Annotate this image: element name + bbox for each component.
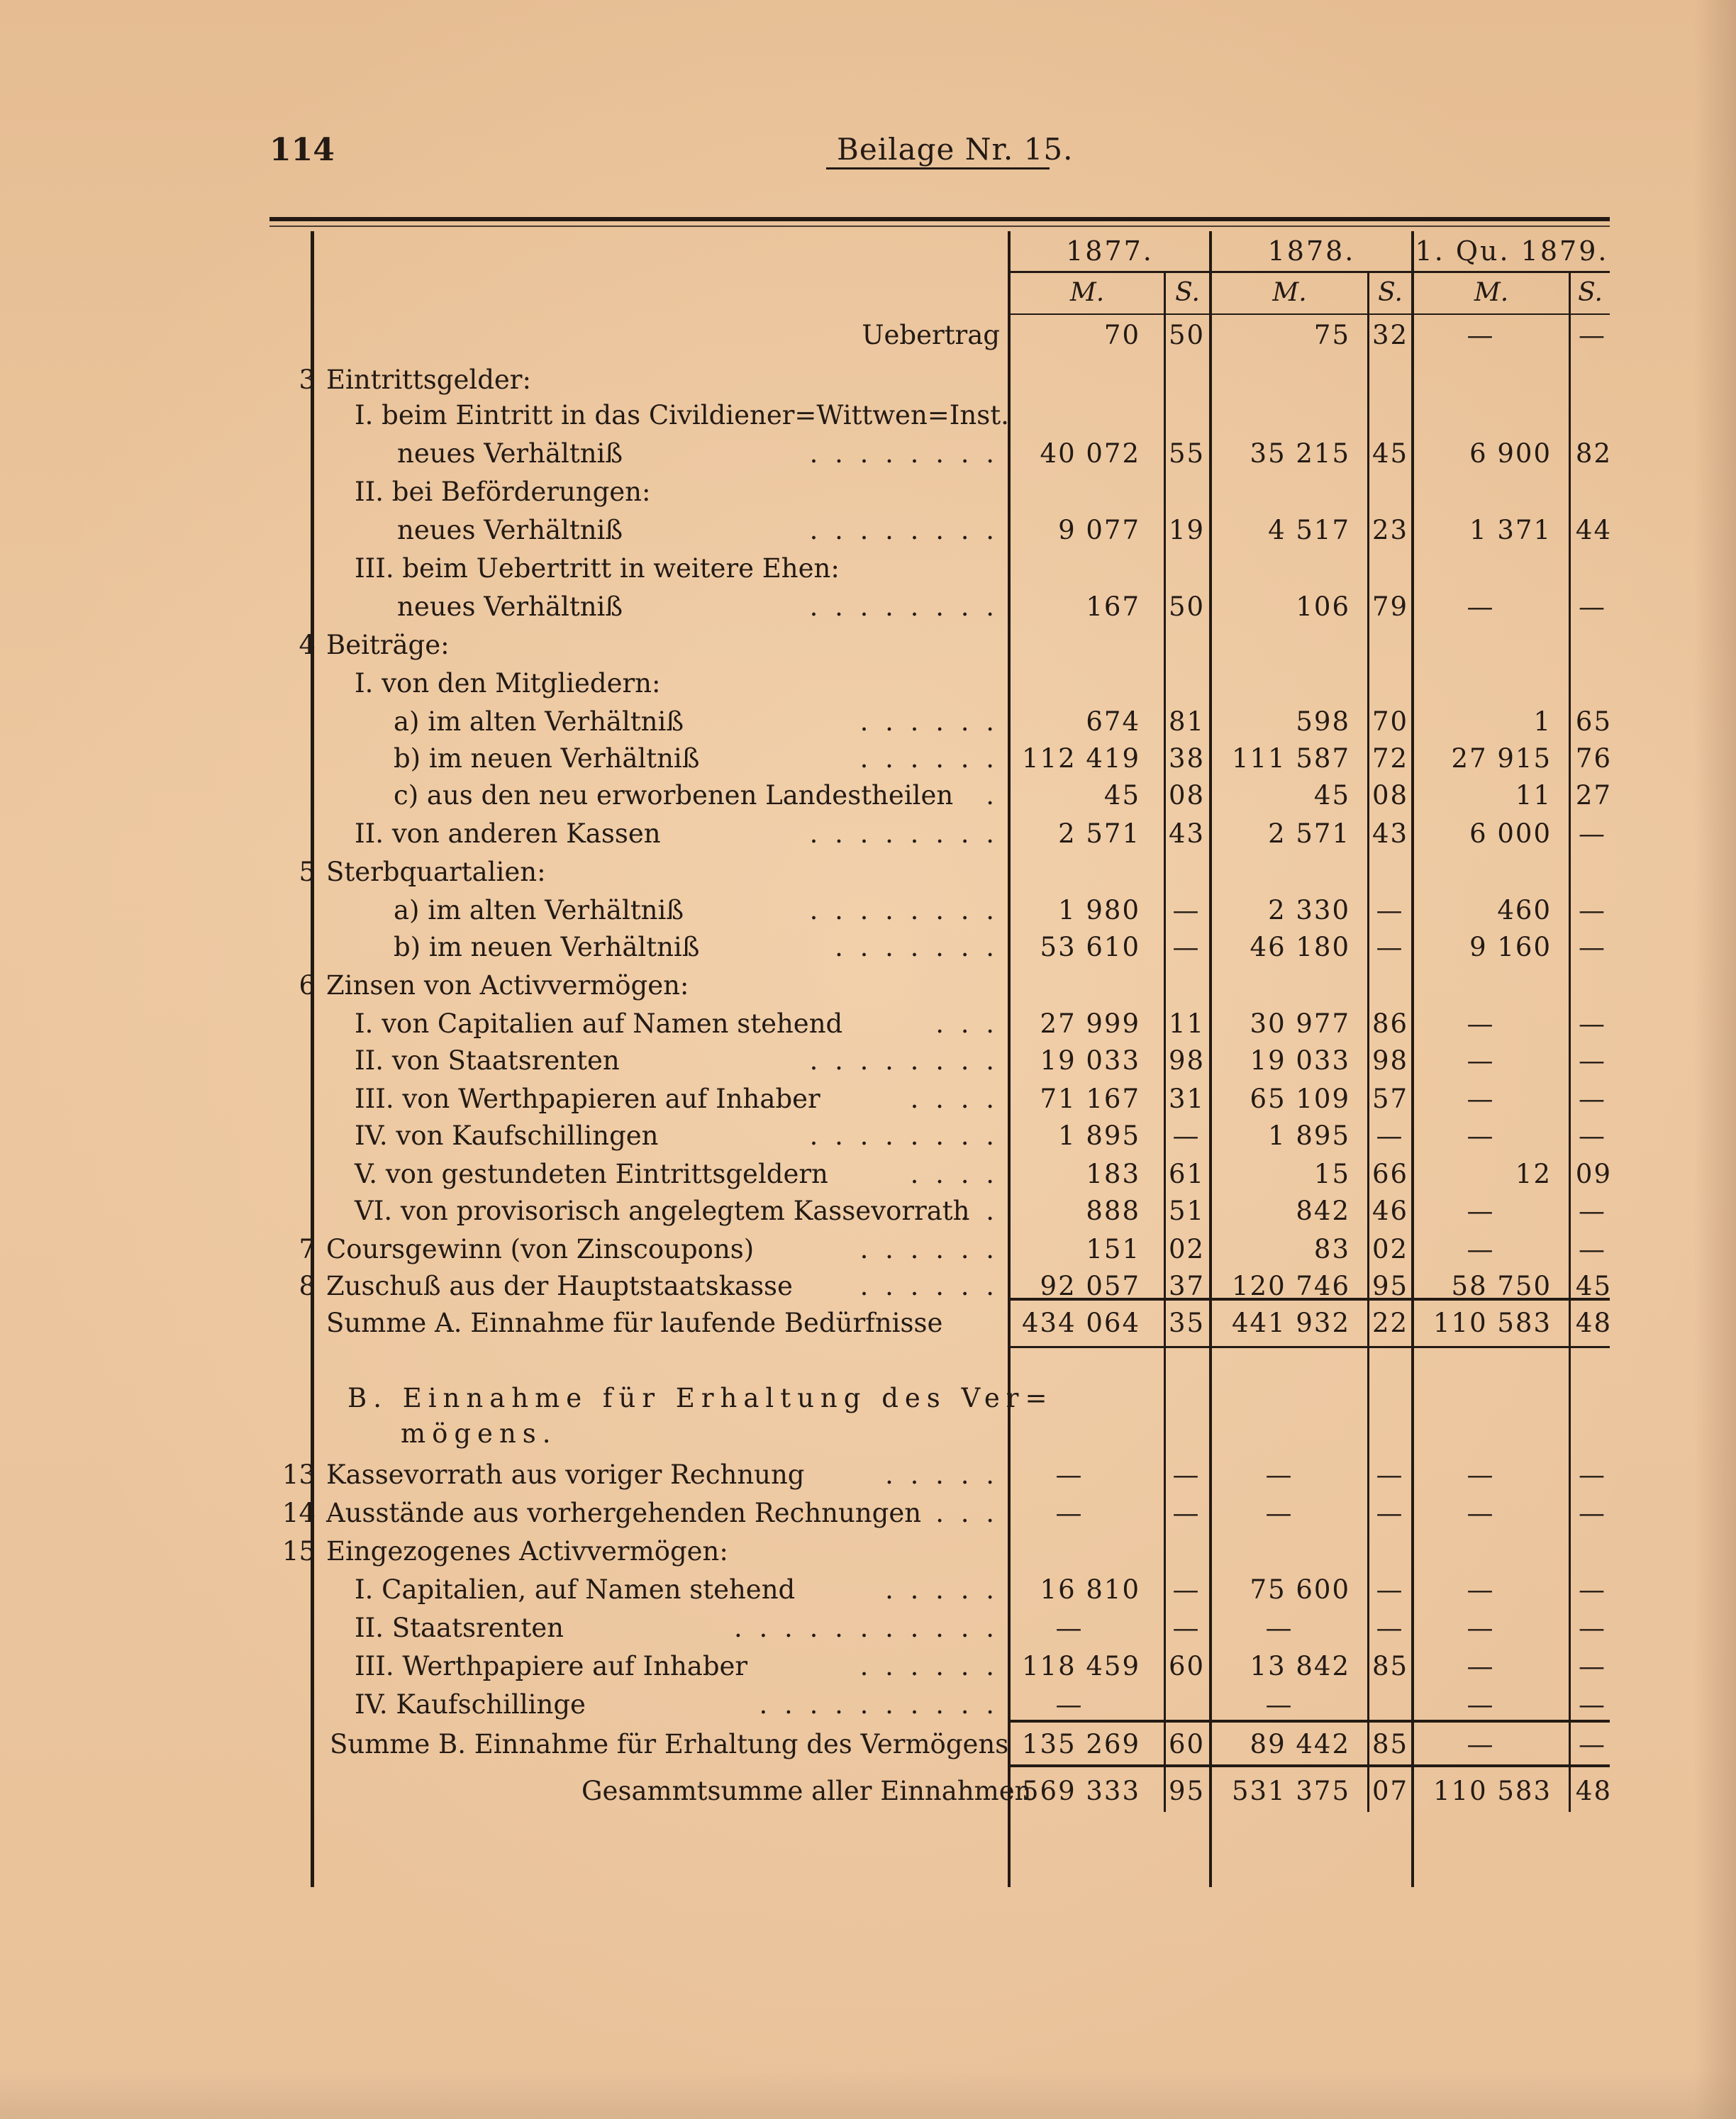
row-label: b) im neuen Verhältniß bbox=[394, 932, 700, 962]
leader-dots: . . . . . . bbox=[859, 1234, 998, 1264]
cell-mark-1878: 89 442 bbox=[1250, 1729, 1350, 1759]
table-row bbox=[0, 967, 1736, 1004]
leader-dots: . . . . . . bbox=[859, 1271, 998, 1301]
cell-mark-1878: 45 bbox=[1313, 780, 1350, 811]
cell-mark-1879: 110 583 bbox=[1432, 1308, 1552, 1338]
cell-pf-1877: 55 bbox=[1169, 438, 1206, 469]
cell-mark-1878: 15 bbox=[1313, 1159, 1350, 1189]
row-label: V. von gestundeten Eintrittsgeldern bbox=[355, 1159, 828, 1189]
cell-mark-1878: 19 033 bbox=[1250, 1045, 1350, 1076]
year-1878: 1878. bbox=[1267, 235, 1356, 267]
table-row bbox=[0, 1268, 1736, 1305]
table-row bbox=[0, 740, 1736, 777]
row-number: 7 bbox=[299, 1234, 316, 1264]
cell-mark-1878: — bbox=[1265, 1498, 1293, 1528]
cell-pf-1877: 51 bbox=[1169, 1196, 1206, 1226]
cell-pf-1879: 76 bbox=[1575, 743, 1612, 774]
leader-dots: . . . . . . bbox=[859, 706, 998, 737]
cell-pf-1878: — bbox=[1376, 895, 1404, 925]
row-label: b) im neuen Verhältniß bbox=[394, 743, 700, 774]
cell-pf-1879: — bbox=[1579, 1613, 1606, 1643]
cell-pf-1877: — bbox=[1172, 1120, 1201, 1151]
cell-mark-1879: — bbox=[1467, 1084, 1495, 1114]
cell-mark-1878: 531 375 bbox=[1231, 1776, 1350, 1806]
year-1877: 1877. bbox=[1066, 235, 1154, 267]
table-row bbox=[0, 1726, 1736, 1763]
cell-pf-1879: — bbox=[1579, 895, 1606, 925]
cell-pf-1878: 08 bbox=[1372, 780, 1409, 811]
table-row bbox=[0, 627, 1736, 664]
cell-mark-1877: 151 bbox=[1086, 1234, 1140, 1264]
cell-mark-1879: 12 bbox=[1515, 1159, 1552, 1189]
table-row bbox=[0, 474, 1736, 511]
cell-mark-1877: 118 459 bbox=[1021, 1651, 1140, 1681]
sum-a-rule-bottom bbox=[1011, 1346, 1610, 1348]
row-label: Ausstände aus vorhergehenden Rechnungen bbox=[326, 1498, 922, 1528]
cell-mark-1877: 2 571 bbox=[1058, 818, 1140, 849]
cell-pf-1878: 70 bbox=[1372, 706, 1409, 737]
cell-pf-1879: — bbox=[1579, 818, 1606, 849]
cell-pf-1878: 66 bbox=[1372, 1159, 1409, 1189]
cell-mark-1877: 92 057 bbox=[1040, 1271, 1140, 1301]
table-row bbox=[0, 816, 1736, 852]
sum-b-rule-bottom bbox=[1011, 1764, 1610, 1767]
row-label: Sterbquartalien: bbox=[326, 857, 546, 887]
cell-pf-1877: — bbox=[1172, 932, 1201, 962]
table-row bbox=[0, 1572, 1736, 1608]
cell-pf-1877: — bbox=[1172, 895, 1201, 925]
table-row bbox=[0, 1648, 1736, 1685]
row-number: 6 bbox=[299, 970, 316, 1001]
row-label: IV. von Kaufschillingen bbox=[355, 1120, 659, 1151]
cell-mark-1879: — bbox=[1467, 1651, 1495, 1681]
cell-mark-1877: 70 bbox=[1103, 320, 1140, 350]
table-row bbox=[0, 1042, 1736, 1079]
leader-dots: . . . bbox=[935, 1008, 998, 1039]
cell-mark-1878: 842 bbox=[1296, 1196, 1350, 1226]
table-row bbox=[0, 317, 1736, 354]
cell-pf-1877: 02 bbox=[1169, 1234, 1206, 1264]
cell-mark-1877: 40 072 bbox=[1040, 438, 1140, 469]
cell-pf-1879: 27 bbox=[1575, 780, 1612, 811]
cell-mark-1877: 1 980 bbox=[1058, 895, 1140, 925]
cell-pf-1878: 07 bbox=[1372, 1776, 1409, 1806]
table-row bbox=[0, 550, 1736, 587]
cell-mark-1877: 183 bbox=[1086, 1159, 1140, 1189]
cell-mark-1877: 27 999 bbox=[1040, 1008, 1140, 1039]
row-label: Zuschuß aus der Hauptstaatskasse bbox=[326, 1271, 793, 1301]
row-label: Beiträge: bbox=[326, 630, 450, 660]
cell-mark-1879: — bbox=[1467, 591, 1495, 622]
cell-mark-1877: 19 033 bbox=[1040, 1045, 1140, 1076]
cell-mark-1878: 13 842 bbox=[1250, 1651, 1350, 1681]
cell-mark-1879: 1 371 bbox=[1469, 515, 1552, 545]
leader-dots: . . . . . . . . bbox=[809, 591, 998, 622]
cell-pf-1878: 86 bbox=[1372, 1008, 1409, 1039]
row-label: neues Verhältniß bbox=[397, 438, 623, 469]
table-row bbox=[0, 1610, 1736, 1647]
leader-dots: . . . . . bbox=[885, 1459, 998, 1490]
leader-dots: . . . . bbox=[910, 1159, 998, 1189]
cell-mark-1878: 106 bbox=[1296, 591, 1350, 622]
cell-mark-1877: 45 bbox=[1103, 780, 1140, 811]
table-row bbox=[0, 512, 1736, 549]
cell-pf-1877: 50 bbox=[1169, 320, 1206, 350]
cell-mark-1879: 460 bbox=[1497, 895, 1552, 925]
cell-pf-1878: 02 bbox=[1372, 1234, 1409, 1264]
page-bottom-shadow bbox=[0, 2069, 1736, 2119]
cell-pf-1879: 65 bbox=[1575, 706, 1612, 737]
row-number: 4 bbox=[299, 630, 316, 660]
cell-pf-1878: — bbox=[1376, 1459, 1404, 1490]
cell-mark-1877: 9 077 bbox=[1058, 515, 1140, 545]
table-row bbox=[0, 777, 1736, 814]
cell-mark-1877: — bbox=[1055, 1613, 1084, 1643]
cell-pf-1877: — bbox=[1172, 1459, 1201, 1490]
row-label: IV. Kaufschillinge bbox=[355, 1689, 586, 1720]
table-row bbox=[0, 1156, 1736, 1193]
unit-pf-1878: S. bbox=[1378, 278, 1403, 307]
unit-pf-1879: S. bbox=[1578, 278, 1603, 307]
leader-dots: . bbox=[986, 780, 998, 811]
cell-pf-1877: — bbox=[1172, 1613, 1201, 1643]
leader-dots: . . . bbox=[935, 1498, 998, 1528]
table-row bbox=[0, 1305, 1736, 1342]
row-label: Zinsen von Activvermögen: bbox=[326, 970, 689, 1001]
leader-dots: . . . . . . . . . . bbox=[759, 1689, 998, 1720]
cell-pf-1879: 48 bbox=[1575, 1308, 1612, 1338]
leader-dots: . . . . . . . . bbox=[809, 438, 998, 469]
row-label: Eintrittsgelder: bbox=[326, 365, 531, 395]
cell-mark-1879: 6 000 bbox=[1469, 818, 1552, 849]
cell-pf-1878: 45 bbox=[1372, 438, 1409, 469]
cell-pf-1879: 48 bbox=[1575, 1776, 1612, 1806]
cell-pf-1879: — bbox=[1579, 1574, 1606, 1605]
unit-mark-1878: M. bbox=[1272, 278, 1307, 307]
table-row bbox=[0, 435, 1736, 472]
cell-mark-1878: 75 bbox=[1313, 320, 1350, 350]
running-head: Beilage Nr. 15. bbox=[837, 132, 1074, 167]
cell-pf-1879: — bbox=[1579, 1008, 1606, 1039]
cell-pf-1877: 38 bbox=[1169, 743, 1206, 774]
cell-mark-1878: 120 746 bbox=[1231, 1271, 1350, 1301]
table-row bbox=[0, 929, 1736, 966]
cell-pf-1878: — bbox=[1376, 932, 1404, 962]
cell-pf-1879: — bbox=[1579, 1651, 1606, 1681]
unit-mark-1879: M. bbox=[1474, 278, 1509, 307]
cell-mark-1877: — bbox=[1055, 1498, 1084, 1528]
cell-pf-1877: 60 bbox=[1169, 1729, 1206, 1759]
cell-mark-1879: — bbox=[1467, 1008, 1495, 1039]
row-number: 14 bbox=[282, 1498, 316, 1528]
cell-mark-1878: 75 600 bbox=[1250, 1574, 1350, 1605]
leader-dots: . . . . . . . . bbox=[809, 515, 998, 545]
cell-mark-1878: — bbox=[1265, 1689, 1293, 1720]
leader-dots: . . . . . . . . bbox=[809, 895, 998, 925]
cell-pf-1877: 08 bbox=[1169, 780, 1206, 811]
table-row bbox=[0, 854, 1736, 891]
cell-pf-1878: 57 bbox=[1372, 1084, 1409, 1114]
table-row bbox=[0, 1457, 1736, 1494]
table-row bbox=[0, 1416, 1736, 1452]
cell-mark-1877: 434 064 bbox=[1021, 1308, 1140, 1338]
row-label: II. von anderen Kassen bbox=[355, 818, 661, 849]
cell-mark-1877: 135 269 bbox=[1021, 1729, 1140, 1759]
cell-mark-1877: 112 419 bbox=[1021, 743, 1140, 774]
row-label: II. von Staatsrenten bbox=[355, 1045, 620, 1076]
cell-mark-1878: 2 330 bbox=[1268, 895, 1350, 925]
row-number: 8 bbox=[299, 1271, 316, 1301]
cell-mark-1878: — bbox=[1265, 1459, 1293, 1490]
cell-mark-1877: 16 810 bbox=[1040, 1574, 1140, 1605]
cell-pf-1879: — bbox=[1579, 1084, 1606, 1114]
cell-mark-1877: 888 bbox=[1086, 1196, 1140, 1226]
cell-pf-1878: 43 bbox=[1372, 818, 1409, 849]
cell-mark-1878: 598 bbox=[1296, 706, 1350, 737]
cell-mark-1879: 1 bbox=[1533, 706, 1552, 737]
cell-pf-1877: 61 bbox=[1169, 1159, 1206, 1189]
leader-dots: . . . . . . . . bbox=[809, 818, 998, 849]
cell-mark-1879: — bbox=[1467, 1196, 1495, 1226]
cell-mark-1878: 441 932 bbox=[1231, 1308, 1350, 1338]
leader-dots: . . bbox=[960, 1196, 998, 1226]
cell-pf-1878: 23 bbox=[1372, 515, 1409, 545]
cell-pf-1877: 35 bbox=[1169, 1308, 1206, 1338]
table-row bbox=[0, 1380, 1736, 1417]
cell-mark-1879: — bbox=[1467, 1459, 1495, 1490]
table-row bbox=[0, 1686, 1736, 1723]
row-label: Kassevorrath aus voriger Rechnung bbox=[326, 1459, 805, 1490]
row-label: III. von Werthpapieren auf Inhaber bbox=[355, 1084, 820, 1114]
running-head-rule bbox=[826, 167, 1050, 169]
cell-mark-1877: 1 895 bbox=[1058, 1120, 1140, 1151]
cell-pf-1879: — bbox=[1579, 1498, 1606, 1528]
table-row bbox=[0, 1006, 1736, 1042]
cell-mark-1877: 569 333 bbox=[1021, 1776, 1140, 1806]
row-label: Gesammtsumme aller Einnahmen bbox=[582, 1776, 1032, 1806]
row-label: neues Verhältniß bbox=[397, 515, 623, 545]
row-label: mögens. bbox=[401, 1418, 557, 1449]
row-label: III. Werthpapiere auf Inhaber bbox=[355, 1651, 748, 1681]
row-label: c) aus den neu erworbenen Landestheilen bbox=[394, 780, 954, 811]
row-number: 13 bbox=[282, 1459, 316, 1490]
cell-pf-1878: 95 bbox=[1372, 1271, 1409, 1301]
table-row bbox=[0, 1193, 1736, 1230]
row-label: Coursgewinn (von Zinscoupons) bbox=[326, 1234, 755, 1264]
cell-pf-1878: 32 bbox=[1372, 320, 1409, 350]
cell-pf-1879: — bbox=[1579, 1689, 1606, 1720]
year-1879: 1. Qu. 1879. bbox=[1415, 235, 1609, 267]
cell-mark-1879: — bbox=[1467, 1574, 1495, 1605]
row-label: Summe B. Einnahme für Erhaltung des Vermögens bbox=[330, 1729, 1009, 1759]
table-row bbox=[0, 397, 1736, 434]
cell-mark-1878: 83 bbox=[1313, 1234, 1350, 1264]
cell-mark-1879: — bbox=[1467, 1498, 1495, 1528]
cell-mark-1879: 110 583 bbox=[1432, 1776, 1552, 1806]
cell-mark-1878: 30 977 bbox=[1250, 1008, 1350, 1039]
row-label: B. Einnahme für Erhaltung des Ver= bbox=[347, 1383, 1054, 1413]
table-row bbox=[0, 1495, 1736, 1532]
row-label: VI. von provisorisch angelegtem Kassevorrath bbox=[355, 1196, 970, 1226]
cell-mark-1878: 65 109 bbox=[1250, 1084, 1350, 1114]
row-number: 3 bbox=[299, 365, 316, 395]
cell-pf-1877: 81 bbox=[1169, 706, 1206, 737]
table-row bbox=[0, 1118, 1736, 1155]
row-label: a) im alten Verhältniß bbox=[394, 895, 684, 925]
cell-pf-1878: 72 bbox=[1372, 743, 1409, 774]
cell-pf-1877: 11 bbox=[1169, 1008, 1206, 1039]
cell-pf-1878: 46 bbox=[1372, 1196, 1409, 1226]
table-row bbox=[0, 1081, 1736, 1118]
row-label: III. beim Uebertritt in weitere Ehen: bbox=[355, 553, 840, 584]
row-label: II. Staatsrenten bbox=[355, 1613, 564, 1643]
cell-pf-1878: — bbox=[1376, 1498, 1404, 1528]
cell-pf-1877: 95 bbox=[1169, 1776, 1206, 1806]
cell-pf-1877: 43 bbox=[1169, 818, 1206, 849]
row-number: 5 bbox=[299, 857, 316, 887]
row-label: I. von den Mitgliedern: bbox=[355, 668, 661, 699]
cell-mark-1879: 9 160 bbox=[1469, 932, 1552, 962]
row-label: Uebertrag bbox=[862, 320, 1000, 350]
unit-mark-1877: M. bbox=[1069, 278, 1105, 307]
row-label: Summe A. Einnahme für laufende Bedürfnisse bbox=[326, 1308, 943, 1338]
table-row bbox=[0, 362, 1736, 399]
cell-mark-1877: — bbox=[1055, 1459, 1084, 1490]
table-row bbox=[0, 1773, 1736, 1810]
row-label: Eingezogenes Activvermögen: bbox=[326, 1536, 728, 1567]
cell-mark-1878: 46 180 bbox=[1250, 932, 1350, 962]
cell-mark-1879: — bbox=[1467, 1689, 1495, 1720]
cell-pf-1877: 60 bbox=[1169, 1651, 1206, 1681]
cell-pf-1879: — bbox=[1579, 1196, 1606, 1226]
cell-mark-1878: 2 571 bbox=[1268, 818, 1350, 849]
units-rule bbox=[1011, 313, 1610, 315]
cell-pf-1879: — bbox=[1579, 1234, 1606, 1264]
cell-mark-1878: — bbox=[1265, 1613, 1293, 1643]
row-label: I. von Capitalien auf Namen stehend bbox=[355, 1008, 843, 1039]
table-row bbox=[0, 703, 1736, 740]
leader-dots: . . . . . bbox=[885, 1574, 998, 1605]
cell-mark-1879: — bbox=[1467, 1045, 1495, 1076]
cell-mark-1877: 674 bbox=[1086, 706, 1140, 737]
page-number: 114 bbox=[269, 132, 335, 168]
table-top-rule-thin bbox=[269, 226, 1610, 227]
cell-mark-1877: 53 610 bbox=[1040, 932, 1140, 962]
cell-pf-1879: — bbox=[1579, 1045, 1606, 1076]
cell-mark-1878: 111 587 bbox=[1231, 743, 1350, 774]
cell-pf-1879: — bbox=[1579, 1120, 1606, 1151]
cell-pf-1879: 82 bbox=[1575, 438, 1612, 469]
cell-mark-1879: — bbox=[1467, 1234, 1495, 1264]
cell-pf-1877: 31 bbox=[1169, 1084, 1206, 1114]
cell-mark-1878: 4 517 bbox=[1268, 515, 1350, 545]
cell-pf-1878: — bbox=[1376, 1120, 1404, 1151]
cell-pf-1878: 22 bbox=[1372, 1308, 1409, 1338]
cell-pf-1879: 45 bbox=[1575, 1271, 1612, 1301]
unit-pf-1877: S. bbox=[1175, 278, 1200, 307]
cell-pf-1879: — bbox=[1579, 1459, 1606, 1490]
leader-dots: . . . . . . bbox=[859, 1651, 998, 1681]
cell-pf-1879: — bbox=[1579, 591, 1606, 622]
cell-mark-1879: 11 bbox=[1515, 780, 1552, 811]
cell-mark-1878: 35 215 bbox=[1250, 438, 1350, 469]
cell-pf-1877: 37 bbox=[1169, 1271, 1206, 1301]
cell-pf-1878: 85 bbox=[1372, 1651, 1409, 1681]
cell-pf-1878: 85 bbox=[1372, 1729, 1409, 1759]
cell-pf-1879: 09 bbox=[1575, 1159, 1612, 1189]
table-row bbox=[0, 665, 1736, 702]
table-row bbox=[0, 589, 1736, 625]
table-top-rule bbox=[269, 217, 1610, 221]
cell-pf-1878: — bbox=[1376, 1574, 1404, 1605]
cell-pf-1879: — bbox=[1579, 932, 1606, 962]
cell-pf-1879: — bbox=[1579, 320, 1606, 350]
cell-mark-1879: 27 915 bbox=[1451, 743, 1552, 774]
cell-pf-1878: 79 bbox=[1372, 591, 1409, 622]
cell-mark-1879: — bbox=[1467, 320, 1495, 350]
cell-pf-1877: 98 bbox=[1169, 1045, 1206, 1076]
row-number: 15 bbox=[282, 1536, 316, 1567]
table-row bbox=[0, 1533, 1736, 1570]
cell-mark-1879: — bbox=[1467, 1120, 1495, 1151]
cell-pf-1877: 50 bbox=[1169, 591, 1206, 622]
cell-mark-1879: 6 900 bbox=[1469, 438, 1552, 469]
cell-mark-1877: 71 167 bbox=[1040, 1084, 1140, 1114]
row-label: II. bei Beförderungen: bbox=[355, 477, 651, 507]
cell-mark-1878: 1 895 bbox=[1268, 1120, 1350, 1151]
row-label: neues Verhältniß bbox=[397, 591, 623, 622]
leader-dots: . . . . bbox=[910, 1084, 998, 1114]
leader-dots: . . . . . . . bbox=[835, 932, 998, 962]
leader-dots: . . . . . . bbox=[859, 743, 998, 774]
cell-pf-1877: — bbox=[1172, 1498, 1201, 1528]
cell-mark-1879: 58 750 bbox=[1451, 1271, 1552, 1301]
leader-dots: . . . . . . . . bbox=[809, 1045, 998, 1076]
table-row bbox=[0, 1231, 1736, 1268]
row-label: a) im alten Verhältniß bbox=[394, 706, 684, 737]
cell-mark-1879: — bbox=[1467, 1729, 1495, 1759]
cell-mark-1877: — bbox=[1055, 1689, 1084, 1720]
cell-pf-1877: — bbox=[1172, 1574, 1201, 1605]
cell-mark-1879: — bbox=[1467, 1613, 1495, 1643]
header-rule bbox=[1011, 271, 1610, 273]
row-label: I. Capitalien, auf Namen stehend bbox=[355, 1574, 796, 1605]
cell-pf-1877: 19 bbox=[1169, 515, 1206, 545]
cell-pf-1878: 98 bbox=[1372, 1045, 1409, 1076]
cell-pf-1879: 44 bbox=[1575, 515, 1612, 545]
leader-dots: . . . . . . . . . . . bbox=[734, 1613, 998, 1643]
cell-pf-1878: — bbox=[1376, 1613, 1404, 1643]
leader-dots: . . . . . . . . bbox=[809, 1120, 998, 1151]
cell-pf-1879: — bbox=[1579, 1729, 1606, 1759]
row-label: I. beim Eintritt in das Civildiener=Wittwen=Inst. bbox=[355, 400, 1009, 430]
table-row bbox=[0, 892, 1736, 929]
cell-mark-1877: 167 bbox=[1086, 591, 1140, 622]
